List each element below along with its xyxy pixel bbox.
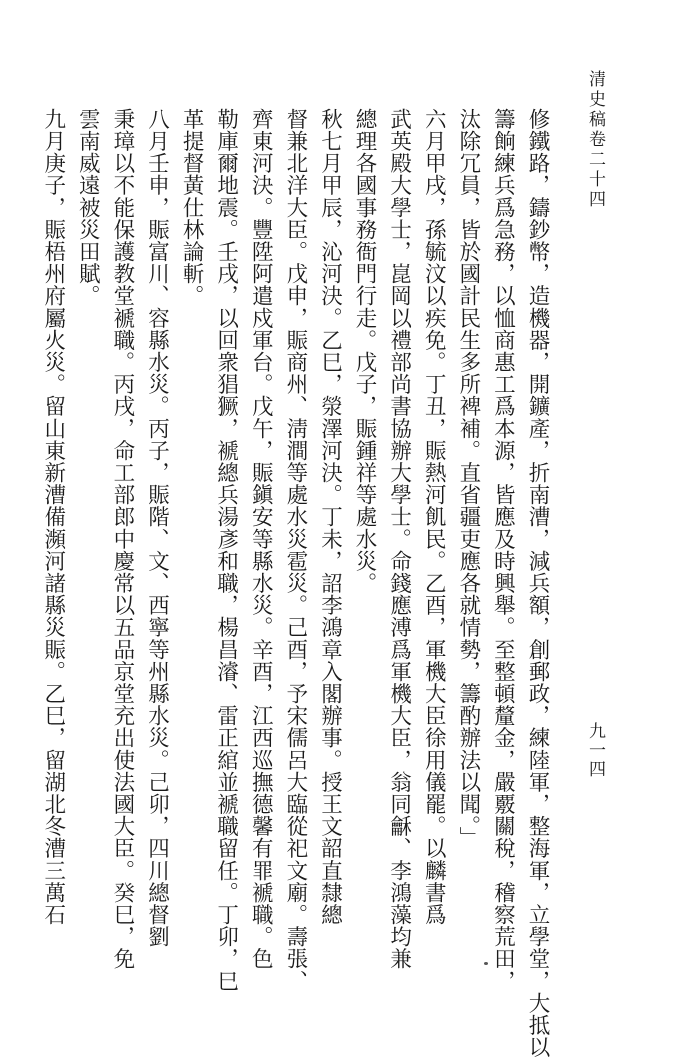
text-column-9: 齊東河決。豐陞阿遣戍軍台。戊午，賑鎭安等縣水災。辛酉，江西巡撫德馨有罪褫職。色 bbox=[248, 108, 274, 970]
text-column-12: 八月壬申，賑富川、容縣水災。丙子，賑階、文、西寧等州縣水災。己卯，四川總督劉 bbox=[144, 108, 170, 948]
text-column-10: 勒庫爾地震。壬戌，以回衆猖獗，褫總兵湯彥和職，楊昌濬、雷正綰並褫職留任。丁卯，巳 bbox=[213, 108, 239, 992]
page-number: 九一四 bbox=[585, 722, 605, 779]
text-column-13: 秉璋以不能保護教堂褫職。丙戌，命工部郎中慶常以五品京堂充出使法國大臣。癸巳，免 bbox=[109, 108, 135, 970]
text-column-11: 革提督黃仕林論斬。 bbox=[179, 108, 205, 307]
ink-speck bbox=[484, 962, 488, 965]
text-column-1: 修鐵路，鑄鈔幣，造機器，開鑛產，折南漕，減兵額，創郵政，練陸軍，整海軍，立學堂，大抵以 bbox=[525, 108, 550, 1058]
text-column-7: 秋七月甲辰，沁河決。乙巳，滎澤河決。丁未，詔李鴻章入閣辦事。授王文韶直隸總 bbox=[317, 108, 343, 926]
text-column-3: 汰除冗員，皆於國計民生多所裨補。直省疆吏應各就情勢，籌酌辦法以聞。」 bbox=[455, 108, 481, 849]
text-column-8: 督兼北洋大臣。戊申，賑商州、淸澗等處水災雹災。己酉，予宋儒呂大臨從祀文廟。壽張、 bbox=[282, 108, 308, 992]
text-column-4: 六月甲戌，孫毓汶以疾免。丁丑，賑熱河飢民。乙酉，軍機大臣徐用儀罷。以麟書爲 bbox=[421, 108, 447, 926]
text-column-6: 總理各國事務衙門行走。戊子，賑鍾祥等處水災。 bbox=[352, 108, 378, 595]
text-column-15: 九月庚子，賑梧州府屬火災。留山東新漕備瀕河諸縣災賑。乙巳，留湖北冬漕三萬石 bbox=[40, 108, 66, 926]
text-column-5: 武英殿大學士，崑岡以禮部尚書協辦大學士。命錢應溥爲軍機大臣，翁同龢、李鴻藻均兼 bbox=[386, 108, 412, 970]
running-title: 清史稿卷二十四 bbox=[585, 70, 605, 210]
main-text bbox=[40, 108, 554, 1058]
text-column-14: 雲南威遠被災田賦。 bbox=[75, 108, 101, 307]
text-column-2: 籌餉練兵爲急務，以恤商惠工爲本源，皆應及時興舉。至整頓釐金，嚴覈關稅，稽察荒田， bbox=[490, 108, 516, 992]
